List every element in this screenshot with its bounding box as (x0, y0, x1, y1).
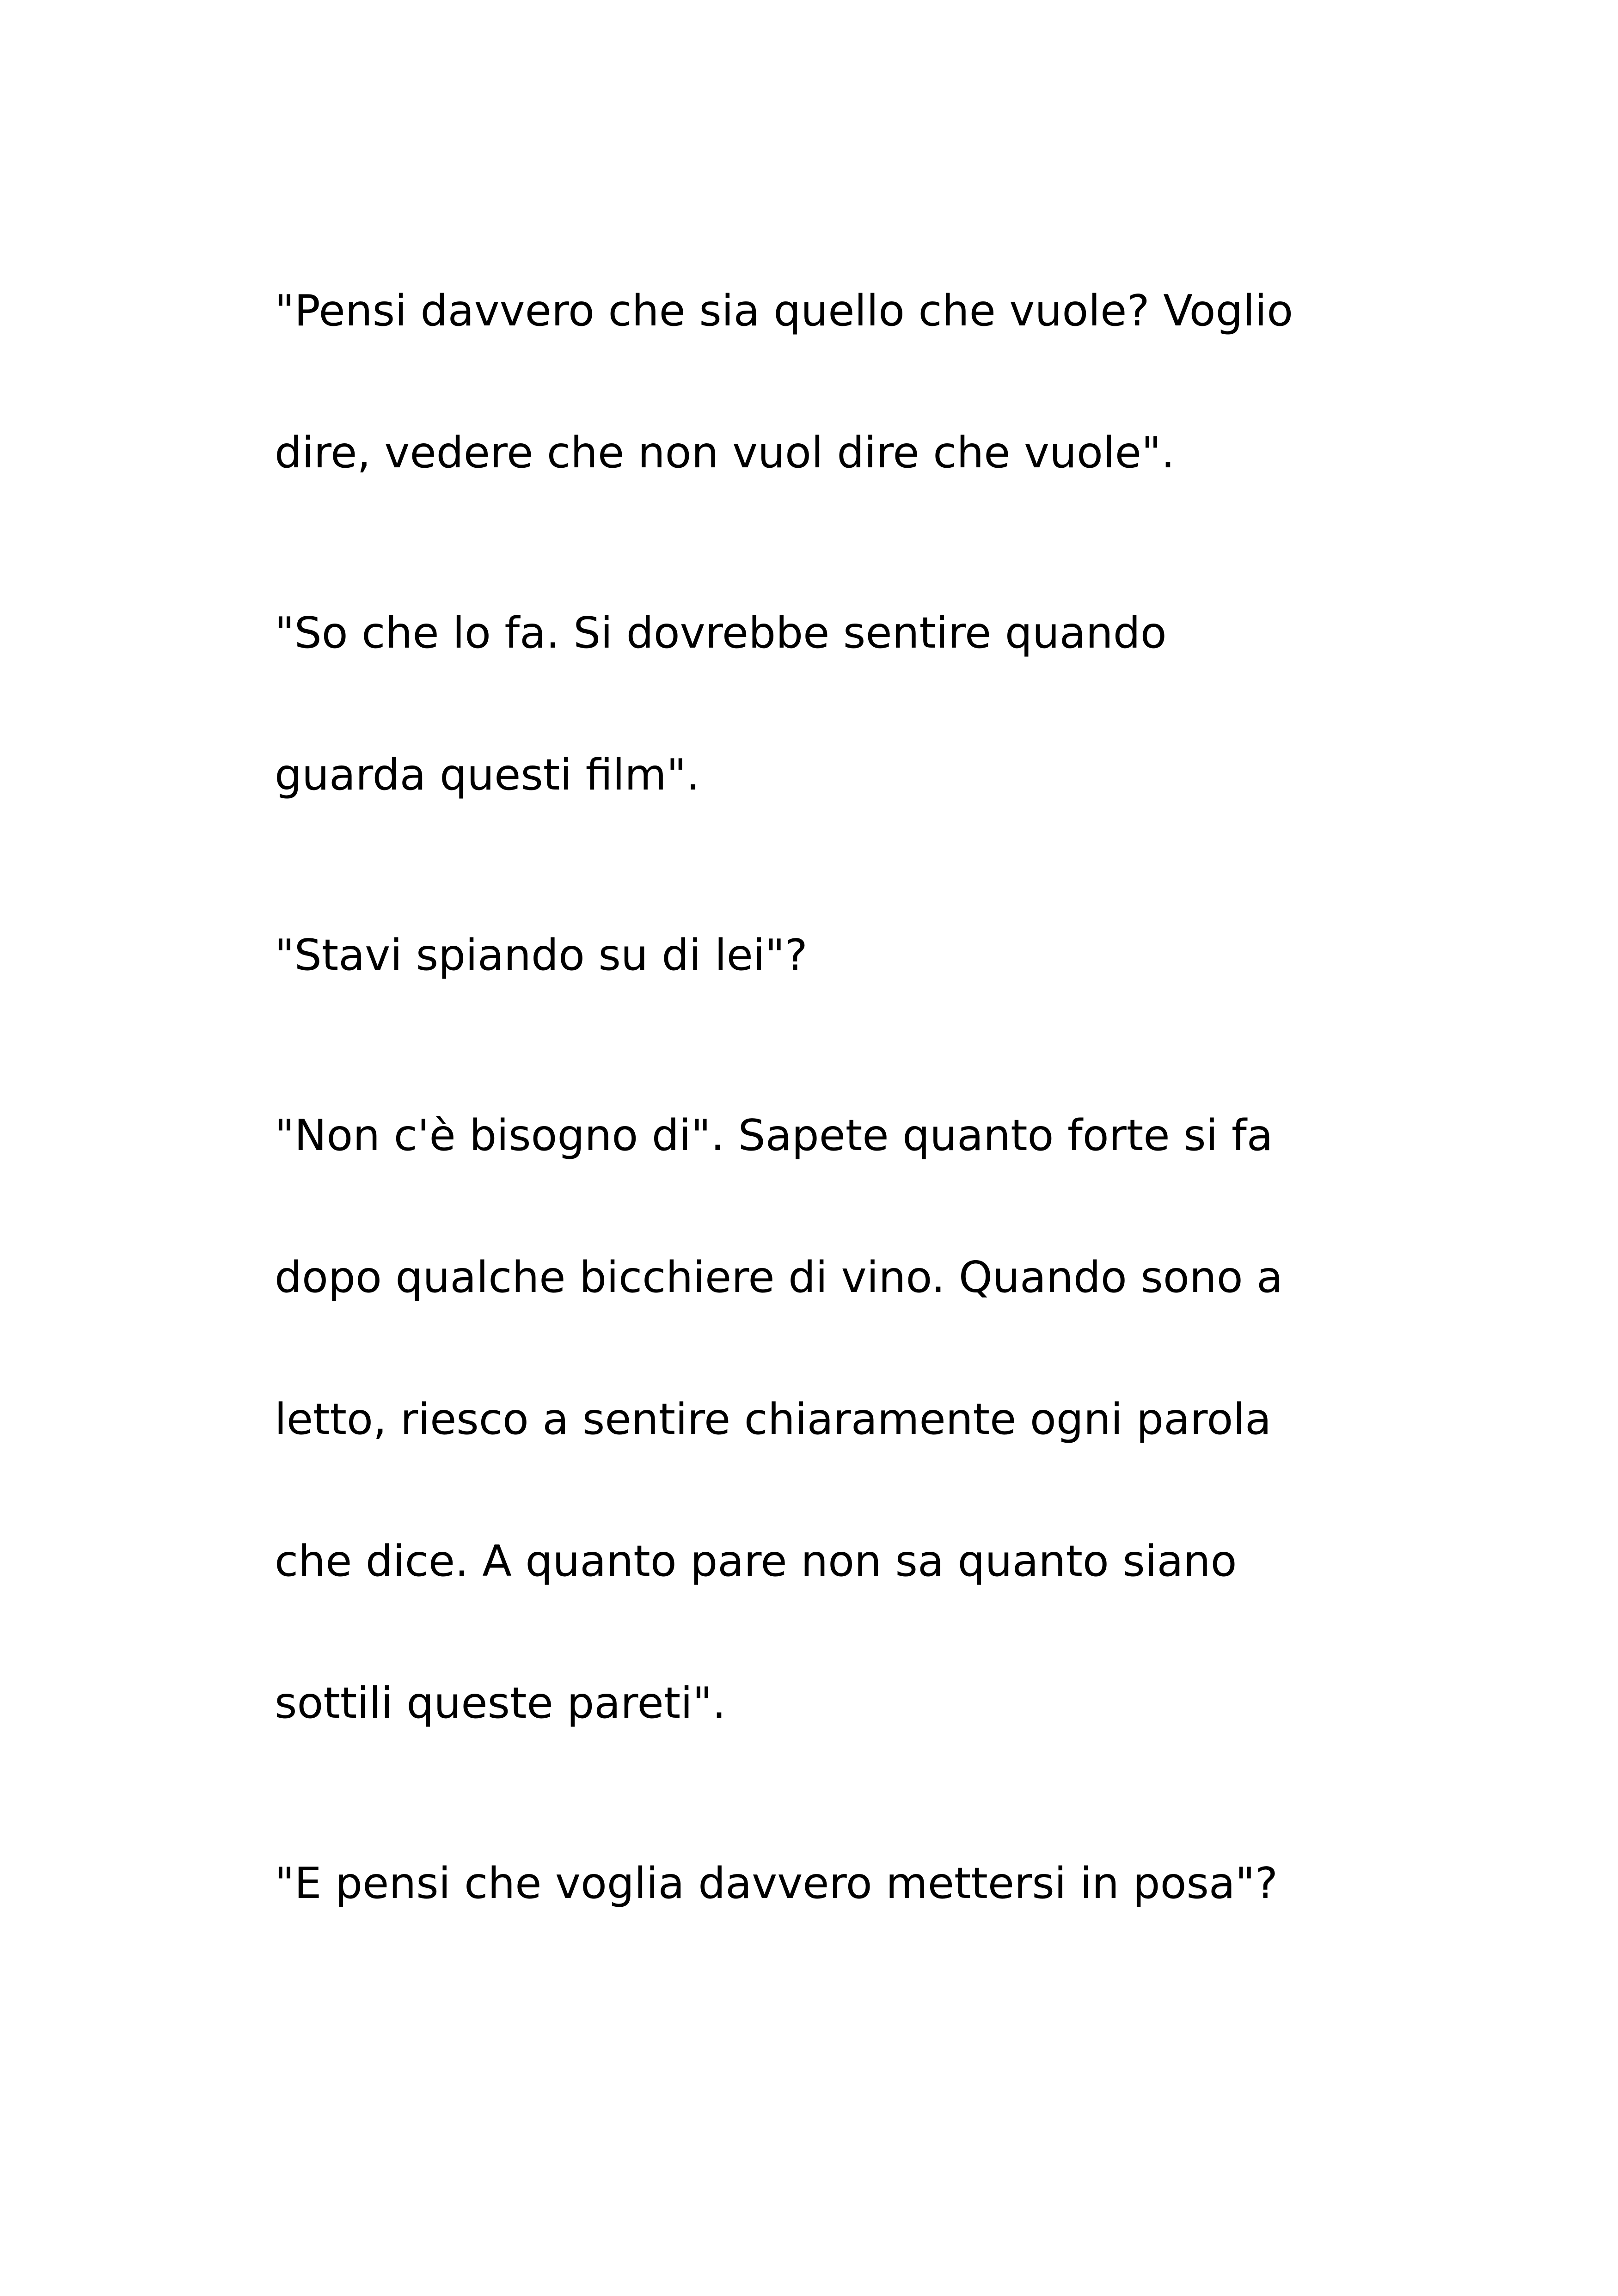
paragraph (275, 1093, 1384, 1802)
body-text (275, 268, 1384, 1983)
paragraph (275, 268, 1384, 552)
text-line: dopo qualche bicchiere di vino. Quando sono a (275, 1252, 1283, 1302)
text-line: letto, riesco a sentire chiaramente ogni parola (275, 1394, 1272, 1444)
paragraph-gap (275, 874, 1384, 912)
paragraph (275, 1841, 1384, 1983)
text-line: "Stavi spiando su di lei"? (275, 930, 808, 980)
text-line: "Non c'è bisogno di". Sapete quanto forte si fa (275, 1110, 1273, 1160)
paragraph (275, 912, 1384, 1054)
text-line: che dice. A quanto pare non sa quanto siano (275, 1536, 1237, 1586)
text-line: "E pensi che voglia davvero mettersi in posa"? (275, 1858, 1278, 1908)
text-line: dire, vedere che non vuol dire che vuole". (275, 428, 1175, 478)
paragraph-gap (275, 1802, 1384, 1841)
text-line: guarda questi film". (275, 750, 700, 800)
text-line: "So che lo fa. Si dovrebbe sentire quando (275, 608, 1167, 658)
paragraph-gap (275, 552, 1384, 590)
paragraph-gap (275, 1054, 1384, 1093)
text-line: sottili queste pareti". (275, 1678, 726, 1728)
paragraph (275, 590, 1384, 874)
text-line: "Pensi davvero che sia quello che vuole? Voglio (275, 286, 1293, 336)
